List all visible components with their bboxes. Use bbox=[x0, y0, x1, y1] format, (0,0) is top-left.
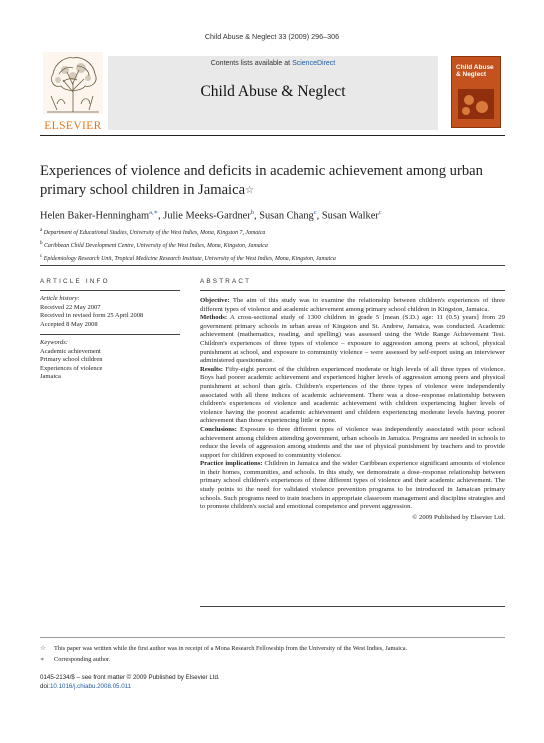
abstract-section-text: Exposure to three different types of violence was independently associated with poor school achievement among children attending government, urban schools in Jamaica. Programs are needed in schools to reduce the levels of aggression among students and the use of physical punishment by teachers and to provide support for children exposed to community violence. bbox=[200, 425, 505, 459]
abstract-section-label: Methods: bbox=[200, 314, 228, 322]
footnote-mark: ☆ bbox=[40, 645, 46, 652]
abstract-practice-implications bbox=[200, 460, 505, 512]
affiliation-item bbox=[40, 252, 505, 265]
footnotes bbox=[40, 643, 505, 665]
journal-cover[interactable] bbox=[451, 56, 501, 128]
abstract-section-label: Objective: bbox=[200, 297, 230, 304]
doi-line bbox=[40, 682, 340, 691]
keywords bbox=[40, 339, 180, 382]
abstract-conclusions bbox=[200, 426, 505, 460]
article-info-heading: ARTICLE INFO bbox=[40, 278, 110, 285]
article-title-text: Experiences of violence and deficits in academic achievement among urban primary school children in Jamaica bbox=[40, 163, 483, 198]
article-info-rule bbox=[40, 290, 180, 291]
cover-title: Child Abuse & Neglect bbox=[456, 64, 494, 78]
history-received: Received 22 May 2007 bbox=[40, 303, 101, 311]
abstract-section-text: The aim of this study was to examine the relationship between children's experiences of three different types of violence and academic achievement among primary school children in Kingston, Jamaica. bbox=[200, 297, 505, 313]
footnote-item bbox=[40, 654, 505, 665]
doi-prefix: doi: bbox=[40, 683, 50, 690]
footnote-item bbox=[40, 643, 505, 654]
abstract-methods bbox=[200, 314, 505, 366]
journal-masthead bbox=[108, 56, 438, 130]
history-accepted: Accepted 8 May 2008 bbox=[40, 320, 98, 328]
author-name[interactable]: Susan Walker bbox=[321, 210, 379, 222]
abstract-objective bbox=[200, 297, 505, 314]
abstract-heading: ABSTRACT bbox=[200, 278, 252, 285]
footnote-text: This paper was written while the first author was in receipt of a Mona Research Fellowship from the University of the West Indies, Jamaica. bbox=[54, 645, 408, 652]
journal-title[interactable]: Child Abuse & Neglect bbox=[200, 83, 346, 100]
contents-prefix: Contents lists available at bbox=[210, 60, 293, 67]
affiliation-mark: b bbox=[40, 240, 43, 246]
elsevier-tree-icon bbox=[43, 52, 103, 114]
history-label: Article history: bbox=[40, 295, 80, 302]
keyword-item: Primary school children bbox=[40, 356, 103, 364]
author-affiliation-mark[interactable]: c bbox=[313, 209, 317, 216]
abstract-section-label: Conclusions: bbox=[200, 425, 237, 433]
keywords-label: Keywords: bbox=[40, 339, 68, 346]
author-affiliation-mark[interactable]: a,∗ bbox=[149, 209, 159, 216]
keyword-item: Experiences of violence bbox=[40, 364, 103, 372]
abstract-end-rule bbox=[200, 606, 505, 607]
author-separator: , bbox=[253, 210, 260, 222]
footnote-rule bbox=[40, 637, 505, 638]
abstract-section-label: Results: bbox=[200, 365, 224, 373]
affiliations bbox=[40, 226, 505, 264]
author-affiliation-mark[interactable]: b bbox=[250, 209, 254, 216]
article-title bbox=[40, 162, 505, 200]
journal-citation: Child Abuse & Neglect 33 (2009) 296–306 bbox=[204, 32, 340, 41]
sciencedirect-link[interactable]: ScienceDirect bbox=[292, 60, 336, 67]
affiliation-item bbox=[40, 226, 505, 239]
author-list bbox=[40, 208, 505, 221]
elsevier-wordmark: ELSEVIER bbox=[44, 120, 102, 132]
title-footnote-mark[interactable]: ☆ bbox=[245, 185, 255, 196]
author-separator: , bbox=[316, 210, 322, 222]
section-rule bbox=[40, 265, 505, 266]
footnote-mark: ∗ bbox=[40, 656, 45, 663]
affiliation-text: Department of Educational Studies, University of the West Indies, Mona, Kingston 7, Jamaica bbox=[43, 229, 266, 236]
abstract-section-text: Fifty-eight percent of the children experienced moderate or high levels of all three types of violence. Boys had poorer academic achievement and experienced higher levels of aggression among peers and physical punishment at school than girls. Children's experiences of the three types of violence were independently associated with all three indices of academic achievement. There was a dose–response relationship between children's experiences of violence and academic achievement with children experiencing higher levels of violence having the poorest academic achievement and children experiencing moderate levels having poorer achievement than those experiencing little or none. bbox=[200, 365, 505, 425]
affiliation-mark: c bbox=[40, 253, 43, 259]
affiliation-item bbox=[40, 239, 505, 252]
affiliation-mark: a bbox=[40, 228, 43, 233]
author-name[interactable]: Helen Baker-Henningham bbox=[40, 210, 150, 222]
abstract-section-label: Practice implications: bbox=[200, 460, 263, 468]
header-rule bbox=[40, 135, 505, 136]
abstract-section-text: Children in Jamaica and the wider Caribbean experience significant amounts of violence in their homes, communities, and schools. In this study, we demonstrate a dose–response relationship between primary school children's experiences of three different types of violence and their academic achievement. The study points to the need for validated violence prevention programs to be introduced in Jamaican primary schools. Such programs need to train teachers in appropriate classroom management and discipline strategies and to promote children's social and emotional competence and prevent aggression. bbox=[200, 460, 506, 511]
abstract-section-text: A cross-sectional study of 1300 children in grade 5 [mean (S.D.) age: 11 (0.5) years] from 29 government primary schools in urban areas of Kingston and St. Andrew, Jamaica, was conducted. Academic achievement (mathematics, reading, and spelling) was assessed using the Wide Range Achievement Test. Children's experiences of three types of violence – exposure to aggression among peers at school, physical punishment at school, and exposure to community violence – were assessed by self-report using an interviewer administered questionnaire. bbox=[200, 314, 505, 365]
issn-line: 0145-2134/$ – see front matter © 2009 Published by Elsevier Ltd. bbox=[40, 674, 220, 681]
elsevier-logo[interactable] bbox=[40, 52, 106, 130]
history-revised: Received in revised form 25 April 2008 bbox=[40, 312, 144, 320]
contents-availability bbox=[108, 60, 438, 67]
doi-link[interactable]: 10.1016/j.chiabu.2008.05.011 bbox=[49, 683, 132, 690]
affiliation-text: Caribbean Child Development Centre, University of the West Indies, Mona, Kingston, Jamaica bbox=[43, 242, 268, 249]
abstract-body bbox=[200, 297, 505, 522]
front-matter-footer bbox=[40, 673, 340, 691]
cover-image bbox=[458, 89, 494, 119]
author-name[interactable]: Susan Chang bbox=[259, 210, 314, 222]
history-rule bbox=[40, 334, 180, 335]
article-history bbox=[40, 295, 180, 329]
keyword-item: Jamaica bbox=[40, 373, 61, 381]
abstract-rule bbox=[200, 290, 505, 291]
author-name[interactable]: Julie Meeks-Gardner bbox=[163, 210, 251, 222]
author-separator: , bbox=[158, 210, 164, 222]
abstract-results bbox=[200, 366, 505, 426]
abstract-copyright: © 2009 Published by Elsevier Ltd. bbox=[412, 513, 505, 521]
keyword-item: Academic achievement bbox=[40, 347, 101, 355]
author-affiliation-mark[interactable]: c bbox=[378, 209, 382, 216]
footnote-text: Corresponding author. bbox=[54, 656, 111, 663]
affiliation-text: Epidemiology Research Unit, Tropical Medicine Research Institute, University of the West Indies, Mona, Kingston, Jamaica bbox=[43, 255, 336, 262]
